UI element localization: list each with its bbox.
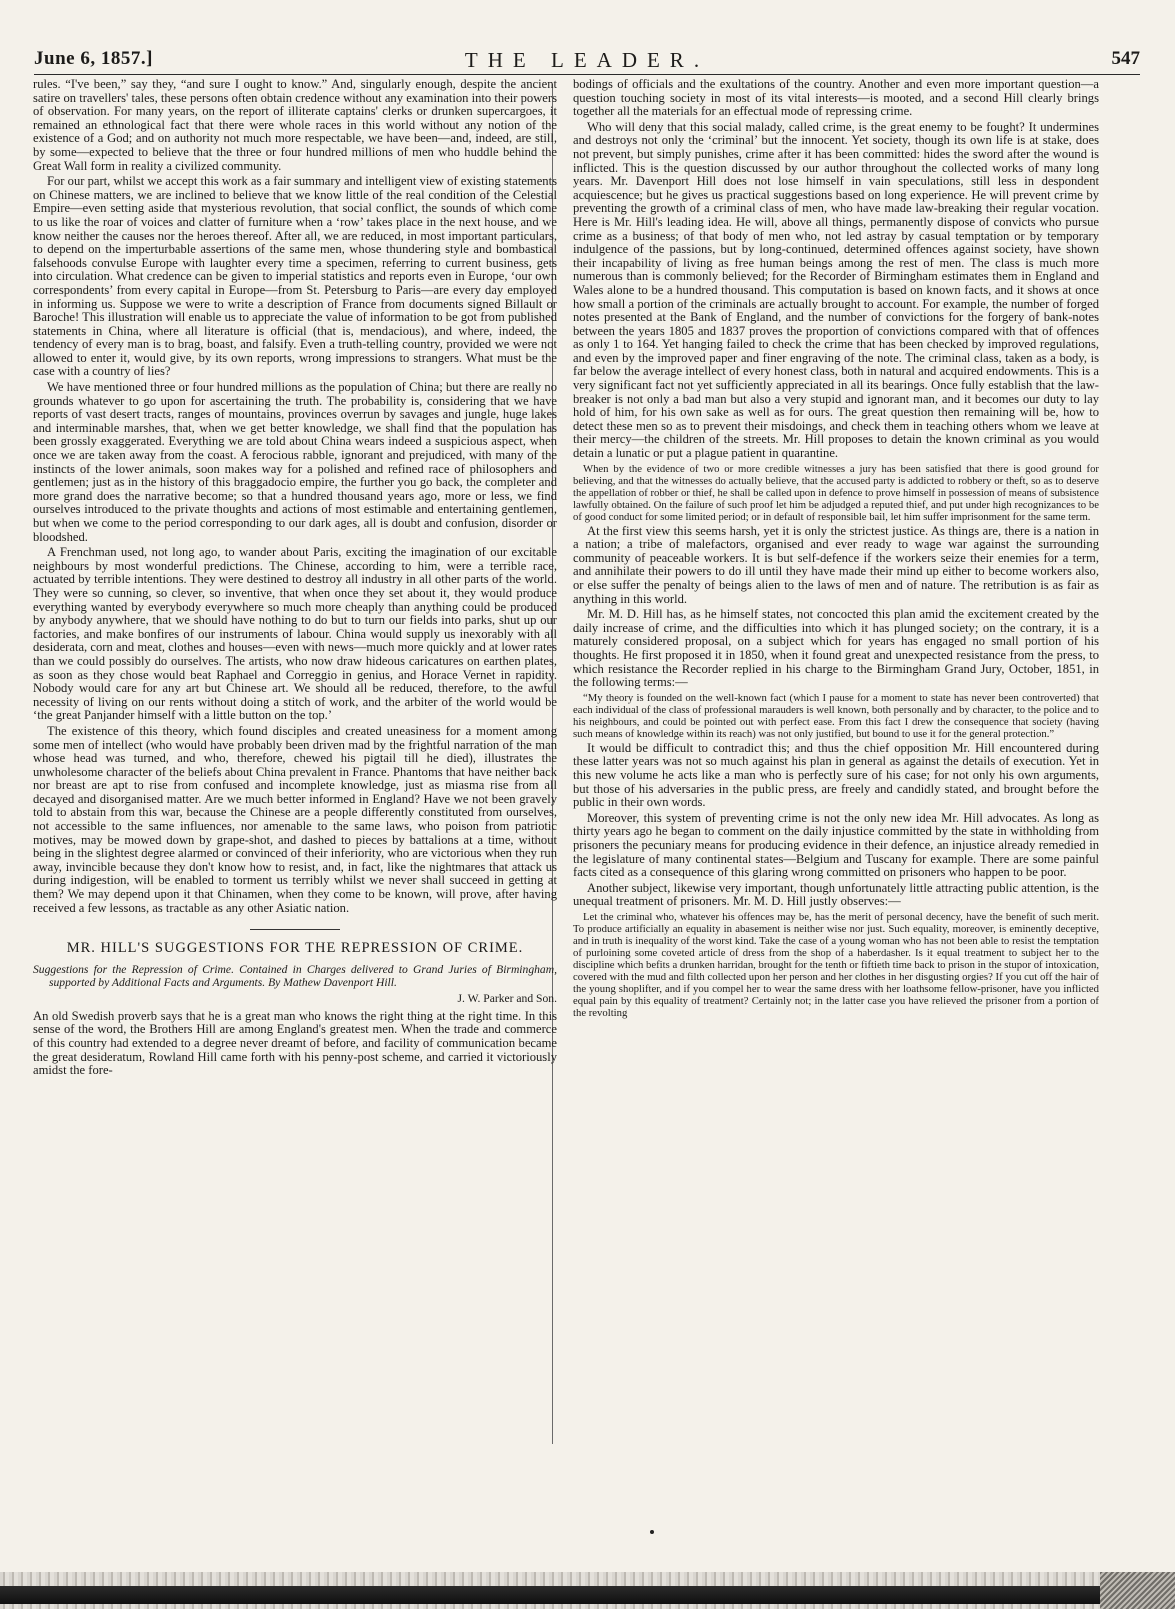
scan-bottom-edge xyxy=(0,1572,1175,1609)
paragraph: We have mentioned three or four hundred millions as the population of China; but there are really no grounds whatever to go upon for ascertaining the truth. The probability is, considering that we have reports of vast desert tracts, ranges of mountains, provinces overrun by savages and jungle, huge lakes and interminable marshes, that, when we get better knowledge, we shall find that the population has been grossly exaggerated. Everything we are told about China wears indeed a suspicious aspect, when once we are taken away from the coast. A ferocious rabble, ignorant and prejudiced, with many of the instincts of the lower animals, soon makes way for a polished and refined race of philosophers and gentlemen; just as in the history of this braggadocio empire, the further you go back, the completer and more grand does the narrative become; so that a hundred thousand years ago, more or less, we find ourselves introduced to the private thoughts and actions of most estimable and entertaining gentlemen, but when we come to the period corresponding to our dark ages, all is doubt and confusion, disorder or bloodshed. xyxy=(33,380,557,544)
review-publisher: J. W. Parker and Son. xyxy=(457,991,557,1005)
section-divider xyxy=(250,929,340,930)
article-title: MR. HILL'S SUGGESTIONS FOR THE REPRESSION OF CRIME. xyxy=(66,940,524,957)
paragraph: Moreover, this system of preventing crime is not the only new idea Mr. Hill advocates. As long as thirty years ago he began to comment on the daily injustice committed by the state in withholding from prisoners the pecuniary means for producing evidence in their defence, an injustice already remedied in the legislature of many continental states—Belgium and Tuscany for example. There are some painful facts cited as a consequence of this glaring wrong committed on prisoners who happen to be poor. xyxy=(573,810,1099,880)
page-number: 547 xyxy=(1111,48,1140,69)
left-column xyxy=(33,78,557,1078)
review-publisher-line xyxy=(33,992,557,1005)
paragraph: Who will deny that this social malady, called crime, is the great enemy to be fought? It undermines and destroys not only the ‘criminal’ but the innocent. Yet society, though its own life is at stake, does not prevent, but simply punishes, crime after it has been committed: hides the sword after the wound is inflicted. This is the question discussed by our author throughout the collected works of many long years. Mr. Davenport Hill does not lose himself in vain speculations, still less in despondent acquiescence; but he gives us practical suggestions based on long experience. He will prevent crime by preventing the growth of a criminal class of men, who have made law-breaking their regular vocation. Here is Mr. Hill's leading idea. He will, above all things, permanently dispose of convicts who pursue crime as a business; of that body of men who, not led astray by casual temptation or by temporary indulgence of the passions, but by long-continued, determined offences against society, have shown their incapability of living as free human beings among the rest of men. The class is much more numerous than is commonly believed; for the Recorder of Birmingham estimates them in England and Wales alone to be a hundred thousand. This computation is based on known facts, and it shows at once how small a portion of the criminals are actually brought to account. For example, the number of forged notes presented at the Bank of England, and the number of convictions for the forgery of bank-notes between the years 1805 and 1837 proves the proportion of convictions compared with that of offences as only 1 to 164. Yet hanging failed to check the crime that has been checked by improved regulations, and even by the improved paper and finer engraving of the note. The criminal class, taken as a body, is far below the average intellect of every honest class, both in natural and acquired endowments. This is a very significant fact not yet sufficiently appreciated in all its bearings. Once fully establish that the law-breaker is not only a bad man but also a very stupid and ignorant man, and it becomes our duty to lay hold of him, for his own sake as well as for ours. The great question then remaining will be, how to detect these men so as to prevent their misdoings, and check them in teaching others whom we leave at their mercy—the children of the streets. Mr. Hill proposes to detain the known criminal as you would detain a lunatic or put a plague patient in quarantine. xyxy=(573,119,1099,461)
paragraph: Mr. M. D. Hill has, as he himself states, not concocted this plan amid the excitement created by the daily increase of crime, and the difficulties into which it has plunged society; on the contrary, it is a maturely considered proposal, on a subject which for years has engaged no small portion of his thoughts. He first proposed it in 1850, when it found great and unexpected resistance from the press, to which resistance the Recorder replied in his charge to the Birmingham Grand Jury, October, 1851, in the following terms:— xyxy=(573,607,1099,690)
issue-date: June 6, 1857.] xyxy=(34,48,153,69)
paragraph: Another subject, likewise very important, though unfortunately little attracting public attention, is the unequal treatment of prisoners. Mr. M. D. Hill justly observes:— xyxy=(573,880,1099,909)
paragraph: For our part, whilst we accept this work as a fair summary and intelligent view of existing statements on Chinese matters, we are inclined to believe that we know little of the real condition of the Celestial Empire—even setting aside that mysterious revolution, that social conflict, the sounds of which come to us like the roar of voices and clatter of furniture when a ‘row’ takes place in the next house, and we know neither the causes nor the heroes thereof. After all, we are reduced, in most important particulars, to depend on the imperturbable assertions of the same men, whose thundering style and bombastical falsehoods convulse Europe with laughter every time a specimen, referring to current business, gets into circulation. What credence can be given to imperial statistics and reports even in Europe, ‘our own correspondents’ from every capital in Europe—from St. Petersburg to Paris—are every day employed in informing us. Suppose we were to write a description of France from documents signed Billault or Baroche! This illustration will enable us to appreciate the value of information to be got from published statements in China, where all literature is official (that is, mendacious), and where, indeed, the tendency of every man is to brag, boast, and falsify. Even a truth-telling country, provided we were not allowed to enter it, would give, by its own reports, wrong impressions to strangers. What must be the case with a country of lies? xyxy=(33,174,557,379)
paragraph: rules. “I've been,” say they, “and sure I ought to know.” And, singularly enough, despite the ancient satire on travellers' tales, these persons often obtain credence without any examination into their powers of observation. For many years, on the report of illiterate captains' clerks or drunken supercargoes, it remained an ethnological fact that there were whole races in this world without any notion of the existence of a God; and on authority not much more respectable, we have been—and, indeed, are still, by some—expected to believe that the three or four hundred millions of men who huddle behind the Great Wall form in reality a civilized community. xyxy=(33,77,557,173)
article-opening: An old Swedish proverb says that he is a great man who knows the right thing at the right time. In this sense of the word, the Brothers Hill are among England's greatest men. When the trade and commerce of this country had extended to a degree never dreamt of before, and facility of communication became the great desideratum, Rowland Hill came forth with his penny-post scheme, and carried it victoriously amidst the fore- xyxy=(33,1008,557,1078)
block-quote: “My theory is founded on the well-known fact (which I pause for a moment to state has never been controverted) that each individual of the class of professional marauders is well known, both personally and by character, to the police and to his neighbours, and could be pointed out with perfect ease. From this fact I drew the consequence that society (having such means of knowledge within its reach) was not only justified, but bound to use it for the general protection.” xyxy=(573,691,1099,740)
paragraph: At the first view this seems harsh, yet it is only the strictest justice. As things are, there is a nation in a nation; a tribe of malefactors, organised and ever ready to wage war against the surrounding community of peaceable workers. It is but self-defence if the workers seize their enemies for a term, and annihilate their powers to do ill until they have made their mind up either to become workers also, or else suffer the penalty of beings alien to the laws of men and of nature. The retribution is as fair as anything in this world. xyxy=(573,523,1099,606)
block-quote: Let the criminal who, whatever his offences may be, has the merit of personal decency, have the benefit of such merit. To produce artificially an equality in abasement is neither wise nor just. Such equality, moreover, is eminently deceptive, and in truth is inequality of the worst kind. Take the case of a young woman who has not been able to resist the temptation of purloining some coveted article of dress from the shop of a haberdasher. Is it equal treatment to subject her to the discipline which befits a drunken harridan, brought for the tenth or fiftieth time back to prison in the stupor of intoxication, covered with the mud and filth collected upon her person and her clothes in her disgusting orgies? If you cut off the hair of the young shoplifter, and if you compel her to wear the same dress with her loathsome fellow-prisoner, have you inflicted equal pain by this equality of treatment? Certainly not; in the latter case you have relieved the prisoner from a portion of the revolting xyxy=(573,910,1099,1019)
right-column xyxy=(573,78,1099,1019)
paragraph: It would be difficult to contradict this; and thus the chief opposition Mr. Hill encountered during these latter years was not so much against his plan in general as against the details of execution. Yet in this new volume he acts like a man who is perfectly sure of his case; for not only his own arguments, but those of his adversaries in the public press, are freely and candidly stated, and brought before the public in their own words. xyxy=(573,740,1099,810)
review-citation xyxy=(33,963,557,989)
paragraph: The existence of this theory, which found disciples and created uneasiness for a moment among some men of intellect (who would have probably been driven mad by the frightful narration of the man whose head was turned, and who, therefore, chewed his pigtail till he died), illustrates the unwholesome character of the beliefs about China prevalent in France. Phantoms that have neither back nor breast are apt to rise from confused and incomplete knowledge, just as miasma rise from all decayed and disorganised matter. Are we much better informed in England? Have we not been gravely told to abstain from this war, because the Chinese are a people differently constituted from ourselves, not accessible to the same influences, nor amenable to the same laws, who poison from patriotic motives, may be mowed down by grape-shot, and dashed to pieces by battalions at a time, without being in the slightest degree alarmed or convinced of their inferiority, who are victorious when they run away, invincible because they don't know how to resist, and, in fact, like the nightmares that attack us during indigestion, will be enabled to torment us terribly whilst we never shall succeed in getting at them? We may depend upon it that Chinamen, when they come to be known, will prove, after having received a few lessons, as tractable as any other Asiatic nation. xyxy=(33,723,557,915)
ink-spot xyxy=(650,1530,654,1534)
paragraph: bodings of officials and the exultations of the country. Another and even more important question—a question touching society in most of its vital interests—is mooted, and a second Hill clearly brings together all the materials for an effectual mode of repressing crime. xyxy=(573,77,1099,119)
newspaper-title: THE LEADER. xyxy=(464,48,710,72)
block-quote: When by the evidence of two or more credible witnesses a jury has been satisfied that there is good ground for believing, and that the witnesses do actually believe, that the accused party is addicted to robbery or theft, so as to deserve the appellation of robber or thief, he shall be called upon in defence to prove himself in possession of means of subsistence lawfully obtained. On the failure of such proof let him be adjudged a reputed thief, and put under high recognizances to be of good conduct for some limited period; or in default of responsible bail, let him suffer imprisonment for the same term. xyxy=(573,462,1099,523)
page-header xyxy=(34,44,1140,75)
paragraph: A Frenchman used, not long ago, to wander about Paris, exciting the imagination of our excitable neighbours by most wonderful predictions. The Chinese, according to him, were a terrible race, actuated by terrible intentions. They were destined to destroy all industry in all other parts of the world. They were so cunning, so clever, so inventive, that when once they set about it, they would produce everything wanted by everybody everywhere so much more cheaply than anything could be produced by anybody anywhere, that we should have nothing to do but to turn our fields into parks, shut up our factories, and make bonfires of our instruments of labour. China would supply us inexorably with all desiderata, corn and meat, clothes and houses—even with news—much more quickly and at lower rates than we could possibly do ourselves. The artists, who now draw hideous caricatures on earthen plates, as soon as they chose would beat Raphael and Correggio in genius, and Horace Vernet in rapidity. Nobody would care for any art but Chinese art. We should all be reduced, therefore, to the awful necessity of living on our rents without doing a stitch of work, and the arbiter of the world would be ‘the great Panjander himself with a little button on the top.’ xyxy=(33,545,557,723)
review-title: Suggestions for the Repression of Crime. Contained in Charges delivered to Grand Juries of Birmingham, supported by Additional Facts and Arguments. By Mathew Davenport Hill. xyxy=(33,962,557,989)
